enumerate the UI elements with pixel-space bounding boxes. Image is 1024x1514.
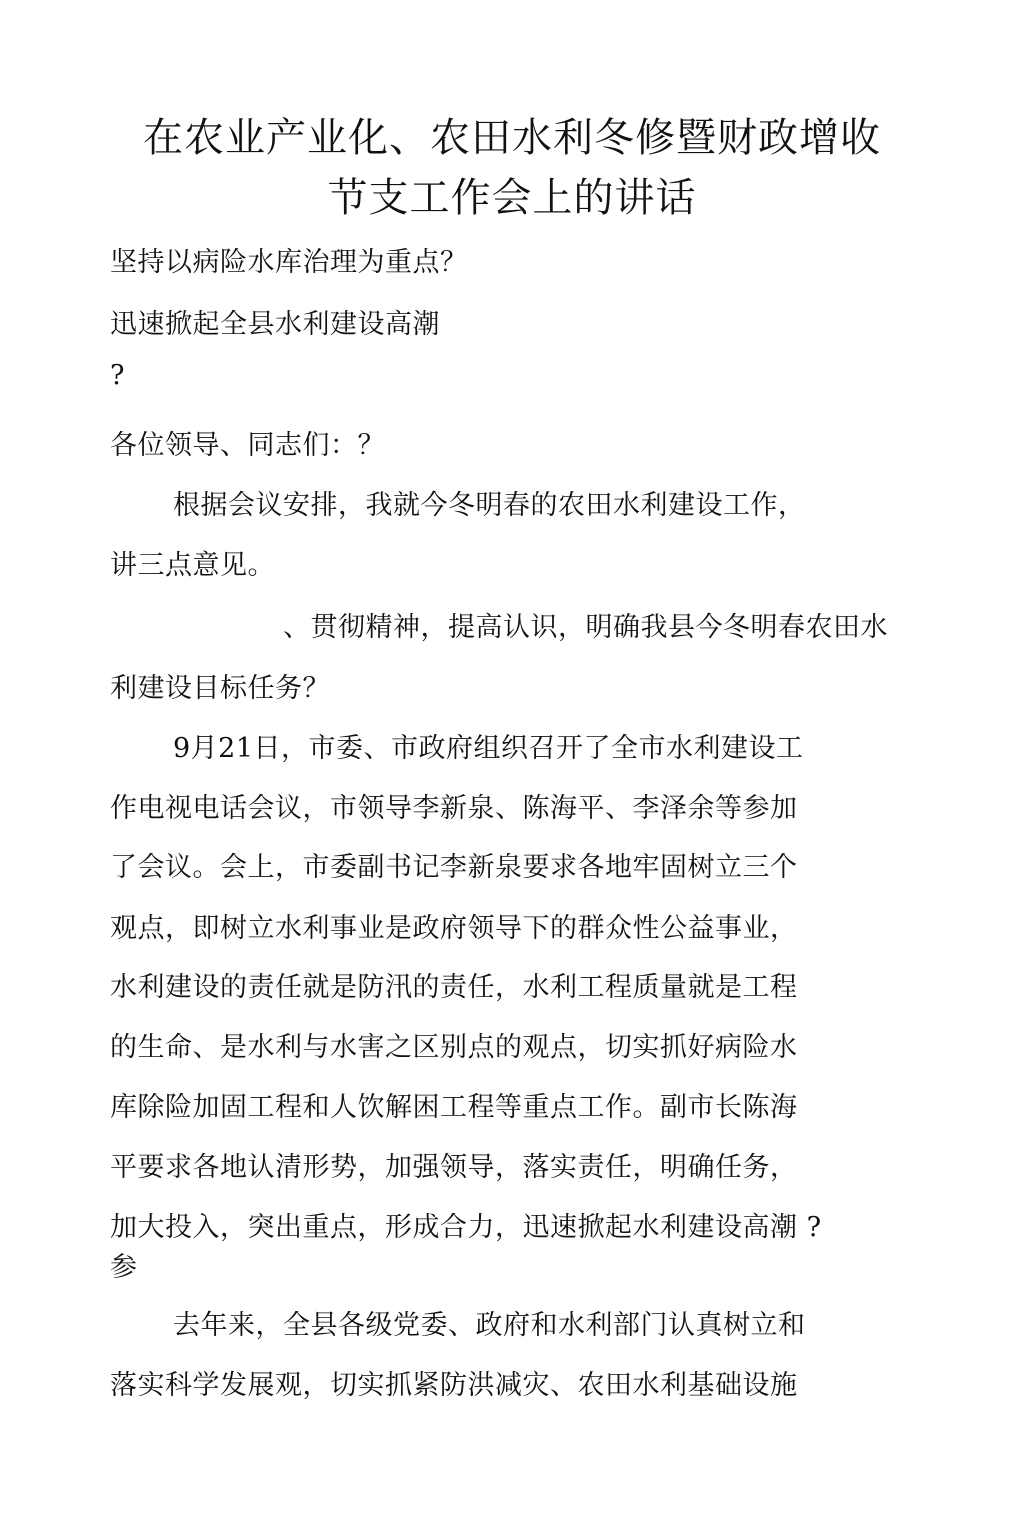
paragraph-line: 去年来，全县各级党委、政府和水利部门认真树立和 [173,1310,806,1341]
document-title-line-1: 在农业产业化、农田水利冬修暨财政增收 [143,115,881,161]
paragraph-line: 参 [110,1252,138,1283]
paragraph-line: 了会议。会上，市委副书记李新泉要求各地牢固树立三个 [110,852,798,883]
section-heading-line: 利建设目标任务？ [110,673,330,704]
paragraph-line: 平要求各地认清形势，加强领导，落实责任，明确任务， [110,1152,798,1183]
paragraph-line: 讲三点意见。 [110,550,275,581]
salutation-line: 各位领导、同志们：？ [110,430,385,461]
paragraph-line: 根据会议安排，我就今冬明春的农田水利建设工作， [173,490,806,521]
paragraph-line: 加大投入，突出重点，形成合力，迅速掀起水利建设高潮 ? [110,1212,822,1243]
document-title-line-2: 节支工作会上的讲话 [327,175,697,221]
text-line: ? [110,360,125,391]
subtitle-line: 迅速掀起全县水利建设高潮 [110,309,440,340]
paragraph-line: 的生命、是水利与水害之区别点的观点，切实抓好病险水 [110,1032,798,1063]
section-heading-line: 、贯彻精神，提高认识，明确我县今冬明春农田水 [283,612,888,643]
paragraph-line: 9月21日，市委、市政府组织召开了全市水利建设工 [173,733,804,764]
paragraph-line: 作电视电话会议，市领导李新泉、陈海平、李泽余等参加 [110,793,798,824]
subtitle-line: 坚持以病险水库治理为重点？ [110,247,468,278]
paragraph-line: 库除险加固工程和人饮解困工程等重点工作。副市长陈海 [110,1092,798,1123]
paragraph-line: 落实科学发展观，切实抓紧防洪减灾、农田水利基础设施 [110,1370,798,1401]
paragraph-line: 观点，即树立水利事业是政府领导下的群众性公益事业， [110,913,798,944]
paragraph-line: 水利建设的责任就是防汛的责任，水利工程质量就是工程 [110,972,798,1003]
